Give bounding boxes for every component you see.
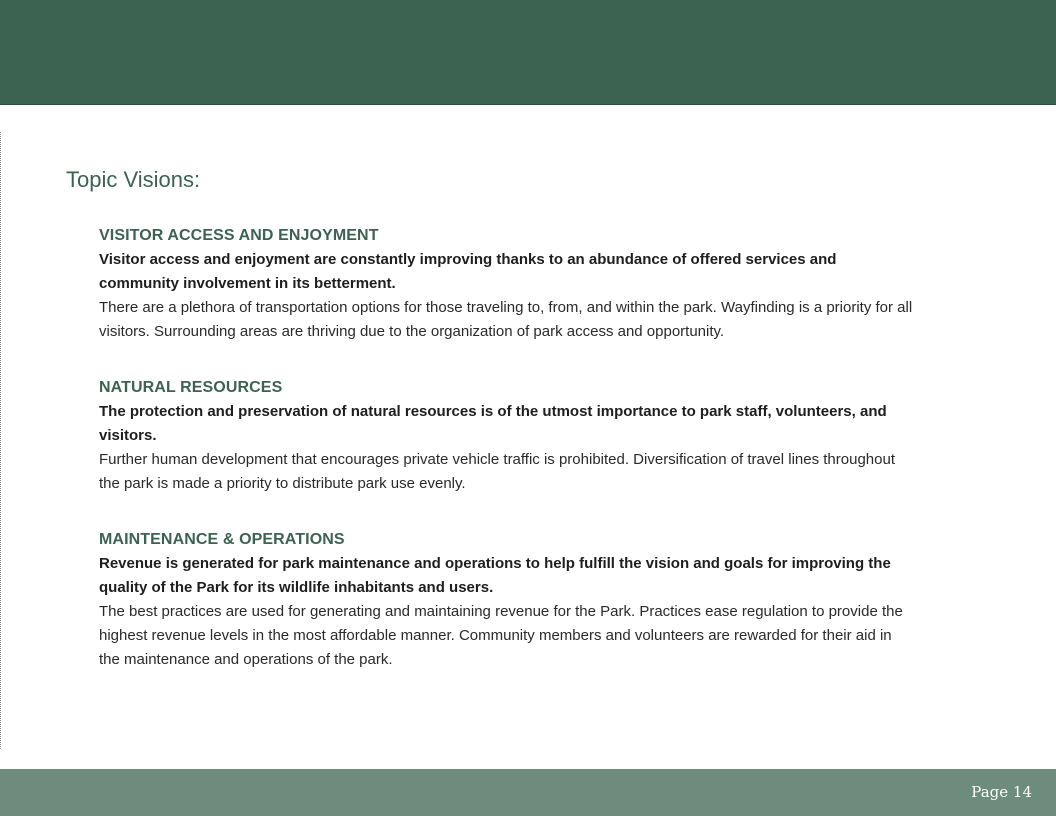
section-heading: MAINTENANCE & OPERATIONS	[99, 531, 345, 548]
section-heading: NATURAL RESOURCES	[99, 379, 283, 396]
topic-sections	[99, 224, 914, 672]
footer-band	[0, 769, 1056, 816]
section-body: Further human development that encourages private vehicle traffic is prohibited. Diversification of travel lines throughout the park is made a priority to distribute park use evenly.	[99, 451, 895, 492]
section-lead: The protection and preservation of natural resources is of the utmost importance to park staff, volunteers, and visitors.	[99, 403, 887, 444]
section-lead: Visitor access and enjoyment are constantly improving thanks to an abundance of offered services and community involvement in its betterment.	[99, 251, 837, 292]
section-heading: VISITOR ACCESS AND ENJOYMENT	[99, 227, 379, 244]
page-title: Topic Visions:	[66, 167, 201, 192]
section-natural-resources	[99, 376, 914, 496]
page-content	[66, 166, 926, 704]
section-body: There are a plethora of transportation options for those traveling to, from, and within the park. Wayfinding is a priority for all visitors. Surrounding areas are thriving due to the organization of park access and opportunity.	[99, 299, 913, 340]
section-lead: Revenue is generated for park maintenance and operations to help fulfill the vision and goals for improving the quality of the Park for its wildlife inhabitants and users.	[99, 555, 891, 596]
left-margin-rule	[0, 132, 1, 749]
section-maintenance-operations	[99, 528, 914, 672]
header-band	[0, 0, 1056, 105]
page-number: Page 14	[971, 783, 1032, 801]
section-body: The best practices are used for generating and maintaining revenue for the Park. Practices ease regulation to provide the highest revenue levels in the most affordable manner. Community members and volunteers are rewarded for their aid in the maintenance and operations of the park.	[99, 603, 903, 668]
section-visitor-access	[99, 224, 914, 344]
